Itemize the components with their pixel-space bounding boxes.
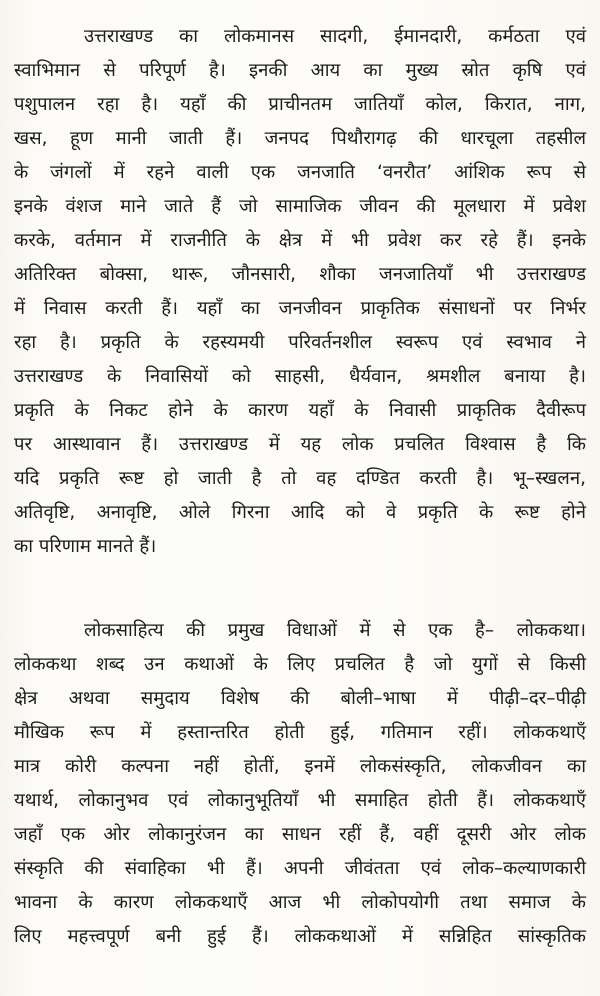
paragraph-2-line: जहाँ एक ओर लोकानुरंजन का साधन रहीं हैं, वहीं दूसरी ओर लोक — [14, 824, 586, 845]
paragraph-2-line: लोकसाहित्य की प्रमुख विधाओं में से एक है– लोककथा। — [84, 620, 586, 641]
paragraph-2-line: लोककथा शब्द उन कथाओं के लिए प्रचलित है जो युगों से किसी — [14, 654, 586, 675]
paragraph-2-line: लिए महत्त्वपूर्ण बनी हुई हैं। लोककथाओं में सन्निहित सांस्कृतिक — [14, 926, 586, 947]
paragraph-1-line: यदि प्रकृति रूष्ट हो जाती है तो वह दण्डित करती है। भू–स्खलन, — [14, 468, 586, 489]
paragraph-1-line: करके, वर्तमान में राजनीति के क्षेत्र में भी प्रवेश कर रहे हैं। इनके — [14, 230, 586, 251]
paragraph-2-line: क्षेत्र अथवा समुदाय विशेष की बोली–भाषा में पीढ़ी–दर–पीढ़ी — [14, 688, 586, 709]
paragraph-1-line: अतिरिक्त बोक्सा, थारू, जौनसारी, शौका जनजातियाँ भी उत्तराखण्ड — [14, 264, 586, 285]
paragraph-1-line: स्वाभिमान से परिपूर्ण है। इनकी आय का मुख्य स्रोत कृषि एवं — [14, 60, 586, 81]
paragraph-2-line: भावना के कारण लोककथाएँ आज भी लोकोपयोगी तथा समाज के — [14, 892, 586, 913]
paragraph-2-line: संस्कृति की संवाहिका भी हैं। अपनी जीवंतता एवं लोक–कल्याणकारी — [14, 858, 586, 879]
paragraph-1-line: उत्तराखण्ड का लोकमानस सादगी, ईमानदारी, कर्मठता एवं — [84, 26, 586, 47]
paragraph-1-line: अतिवृष्टि, अनावृष्टि, ओले गिरना आदि को वे प्रकृति के रूष्ट होने — [14, 502, 586, 523]
paragraph-2-line: मौखिक रूप में हस्तान्तरित होती हुई, गतिमान रहीं। लोककथाएँ — [14, 722, 586, 743]
paragraph-2-line: यथार्थ, लोकानुभव एवं लोकानुभूतियाँ भी समाहित होती हैं। लोककथाएँ — [14, 790, 586, 811]
paragraph-1-line: पशुपालन रहा है। यहाँ की प्राचीनतम जातियाँ कोल, किरात, नाग, — [14, 94, 586, 115]
paragraph-1-line: रहा है। प्रकृति के रहस्यमयी परिवर्तनशील स्वरूप एवं स्वभाव ने — [14, 332, 586, 353]
paragraph-1-line: में निवास करती हैं। यहाँ का जनजीवन प्राकृतिक संसाधनों पर निर्भर — [14, 298, 586, 319]
paragraph-1-line: प्रकृति के निकट होने के कारण यहाँ के निवासी प्राकृतिक दैवीरूप — [14, 400, 586, 421]
paragraph-1-line: पर आस्थावान हैं। उत्तराखण्ड में यह लोक प्रचलित विश्वास है कि — [14, 434, 586, 455]
paragraph-1-line: का परिणाम मानते हैं। — [14, 536, 157, 557]
paragraph-1-line: खस, हूण मानी जाती हैं। जनपद पिथौरागढ़ की धारचूला तहसील — [14, 128, 586, 149]
paragraph-1-line: के जंगलों में रहने वाली एक जनजाति ‘वनरौत’ आंशिक रूप से — [14, 162, 586, 183]
paragraph-1-line: उत्तराखण्ड के निवासियों को साहसी, धैर्यवान, श्रमशील बनाया है। — [14, 366, 586, 387]
paragraph-1-line: इनके वंशज माने जाते हैं जो सामाजिक जीवन की मूलधारा में प्रवेश — [14, 196, 586, 217]
paragraph-2-line: मात्र कोरी कल्पना नहीं होतीं, इनमें लोकसंस्कृति, लोकजीवन का — [14, 756, 586, 777]
